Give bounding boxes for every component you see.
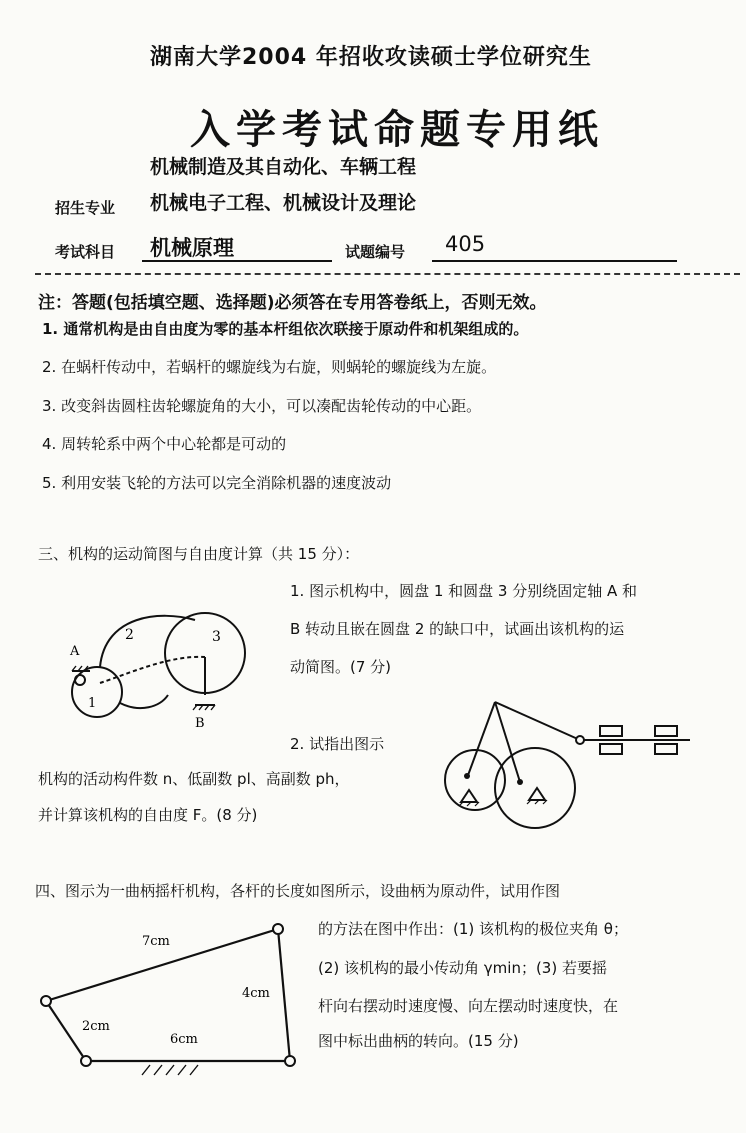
subject-underline [142, 260, 332, 262]
item-1: 1. 通常机构是由自由度为零的基本杆组依次联接于原动件和机架组成的。 [42, 320, 529, 338]
exam-paper-title: 入学考试命题专用纸 [190, 106, 604, 153]
section-4-line-5: 图中标出曲柄的转向。(15 分) [318, 1032, 519, 1050]
item-3: 3. 改变斜齿圆柱齿轮螺旋角的大小，可以凑配齿轮传动的中心距。 [42, 397, 482, 415]
s3-q1-line-1: 1. 图示机构中，圆盘 1 和圆盘 3 分别绕固定轴 A 和 [290, 582, 638, 600]
frame-length-label: 6cm [170, 1032, 198, 1047]
rocker-length-label: 4cm [242, 986, 270, 1001]
s3-q2-line-3: 并计算该机构的自由度 F。(8 分) [38, 806, 258, 824]
crank-length-label: 2cm [82, 1019, 110, 1034]
s3-q1-line-2: B 转动且嵌在圆盘 2 的缺口中，试画出该机构的运 [290, 620, 625, 638]
disk-2-label: 2 [125, 627, 134, 643]
crank-rocker-figure [30, 915, 310, 1080]
section-3-title: 三、机构的运动简图与自由度计算（共 15 分）： [38, 545, 360, 563]
major-label: 招生专业 [55, 199, 116, 217]
linkage-wheel-figure [435, 690, 695, 840]
pivot-a-label: A [70, 644, 80, 659]
subject-value: 机械原理 [150, 236, 234, 260]
s3-q2-line-2: 机构的活动构件数 n、低副数 pl、高副数 ph， [38, 770, 350, 788]
major-list-line-1: 机械制造及其自动化、车辆工程 [150, 156, 417, 178]
exam-code-label: 试题编号 [345, 243, 406, 261]
section-4-line-3: (2) 该机构的最小传动角 γmin；(3) 若要摇 [318, 959, 607, 977]
s3-q2-line-1: 2. 试指出图示 [290, 735, 385, 753]
exam-header-line: 湖南大学2004 年招收攻读硕士学位研究生 [150, 45, 592, 70]
item-4: 4. 周转轮系中两个中心轮都是可动的 [42, 435, 287, 453]
section-4-line-4: 杆向右摆动时速度慢、向左摆动时速度快，在 [318, 997, 619, 1015]
cut-line [35, 273, 740, 275]
subject-label: 考试科目 [55, 243, 116, 261]
item-2: 2. 在蜗杆传动中，若蜗杆的螺旋线为右旋，则蜗轮的螺旋线为左旋。 [42, 358, 497, 376]
s3-q1-line-3: 动简图。(7 分) [290, 658, 392, 676]
coupler-length-label: 7cm [142, 934, 170, 949]
disk-3-label: 3 [212, 629, 221, 645]
exam-code-underline [432, 260, 677, 262]
section-4-line-1: 四、图示为一曲柄摇杆机构，各杆的长度如图所示，设曲柄为原动件，试用作图 [35, 882, 561, 900]
major-list-line-2: 机械电子工程、机械设计及理论 [150, 192, 417, 214]
item-5: 5. 利用安装飞轮的方法可以完全消除机器的速度波动 [42, 474, 392, 492]
exam-code-value: 405 [445, 232, 486, 256]
section-4-line-2: 的方法在图中作出：(1) 该机构的极位夹角 θ； [318, 920, 628, 938]
three-disk-figure [60, 595, 260, 740]
disk-1-label: 1 [88, 696, 97, 711]
answer-notice: 注：答题(包括填空题、选择题)必须答在专用答卷纸上，否则无效。 [38, 293, 547, 313]
pivot-b-label: B [195, 716, 205, 731]
